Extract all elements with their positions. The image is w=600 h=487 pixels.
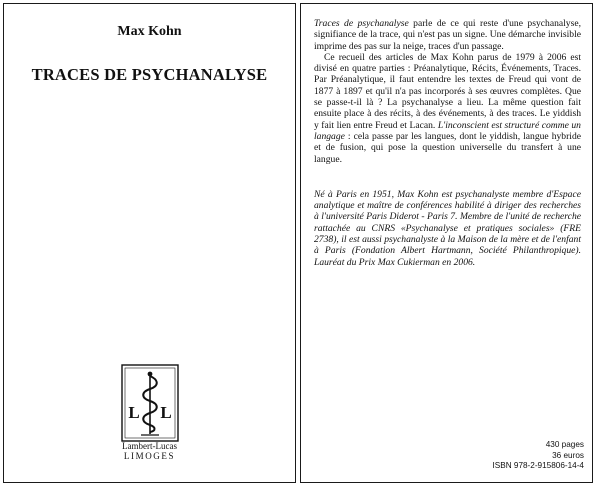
author-bio: Né à Paris en 1951, Max Kohn est psychanalyste membre d'Espace analytique et maître de conférences habilité à diriger des recherches à l'université Paris Diderot - Paris 7. Membre de l'unité de recherche rattachée au CNRS «Psychanalyse et pratiques sociales» (FRE 2738), il est aussi psychanalyste à la Maison de la mère et de l'enfant à Paris (Fondation Albert Hartmann, Société Philanthropique). Lauréat du Prix Max Cukierman en 2006. <box>314 188 581 268</box>
author-name: Max Kohn <box>117 24 182 39</box>
back-cover-text <box>314 18 581 268</box>
back-cover <box>300 3 593 483</box>
summary-paragraph-1-text: parle de ce qui reste d'une psychanalyse, signifiance de la trace, qui n'est pas un signe. Une démarche invisible imprime des pas sur la neige, traces d'un passage. <box>314 18 581 52</box>
lacan-quote-italic: L'inconscient est structuré comme un langage <box>314 119 581 142</box>
book-info-block <box>484 440 584 472</box>
publisher-name: Lambert-Lucas <box>122 441 177 451</box>
front-cover <box>3 3 296 483</box>
publisher-block <box>4 441 295 461</box>
logo-letter-right: L <box>160 403 172 422</box>
summary-title-italic: Traces de psychanalyse <box>314 18 409 29</box>
summary-paragraph-1 <box>314 18 581 52</box>
page-count: 430 pages <box>545 440 584 449</box>
logo-letter-left: L <box>128 403 140 422</box>
summary-paragraph-2 <box>314 52 581 165</box>
price: 36 euros <box>552 450 584 460</box>
summary-paragraph-2-text: Ce recueil des articles de Max Kohn parus de 1979 à 2006 est divisé en quatre parties : Préanalytique, Récits, Événements, Traces. Par Préanalytique, il faut entendre les textes de Freud qui vont de 1877 à 1897 et qu'il n'a pas incorporés à ses œuvres complètes. Que se passe-t-il là ? La psychanalyse a lieu. La même question fait ensuite place à des récits, à des événements, à des traces. Le yiddish y fait lien entre Freud et Lacan. <box>314 51 581 131</box>
summary-paragraph-2-end: : cela passe par les langues, dont le yiddish, langue hybride et de fusion, qui pose la question universelle du transfert à une langue. <box>314 130 581 165</box>
publisher-city: LIMOGES <box>123 451 176 461</box>
logo-graphic <box>121 364 179 444</box>
lambert-lucas-logo-icon <box>121 364 179 444</box>
book-title: TRACES DE PSYCHANALYSE <box>31 65 268 84</box>
isbn: ISBN 978-2-915806-14-4 <box>492 461 584 470</box>
